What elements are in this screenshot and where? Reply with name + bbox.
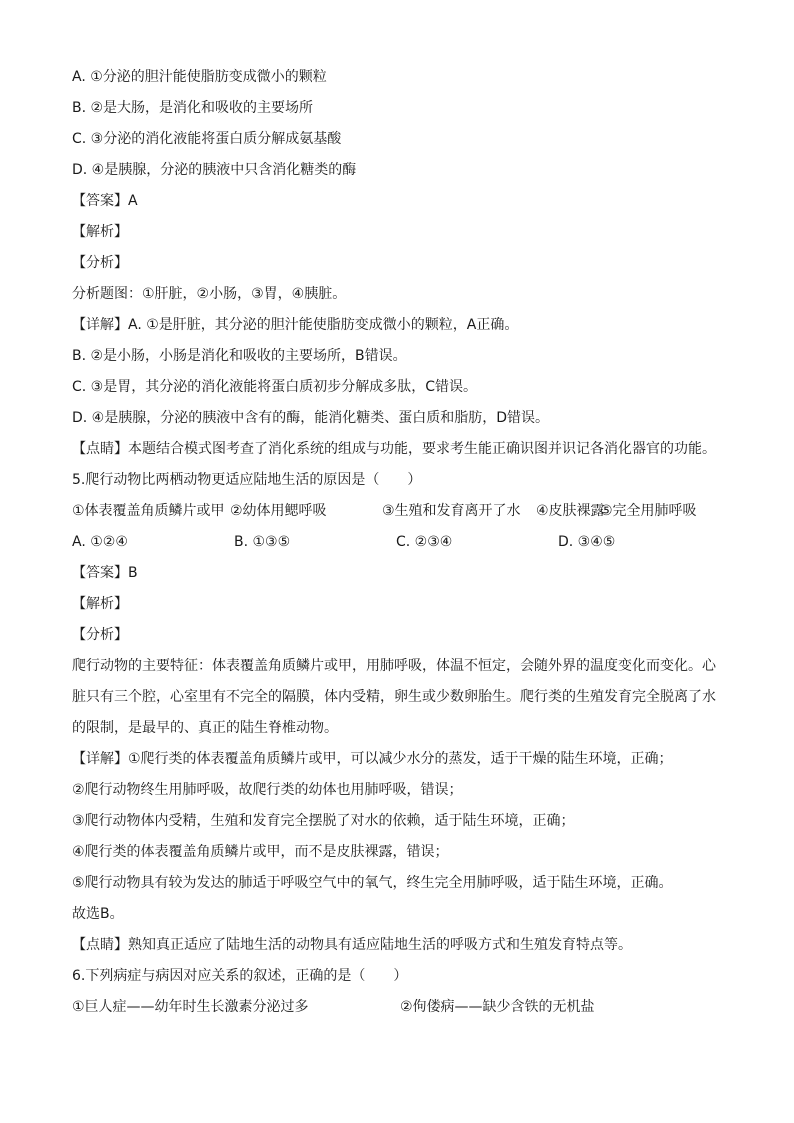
q5-choice: ②幼体用鳃呼吸 xyxy=(230,503,327,519)
q5-jiexi-label: 【解析】 xyxy=(72,596,128,612)
q6-item-row xyxy=(72,992,732,1023)
q4-answer: 【答案】A xyxy=(72,193,138,209)
q5-conclusion: 故选B。 xyxy=(72,906,124,922)
q4-fenxi-text: 分析题图：①肝脏，②小肠，③胃，④胰脏。 xyxy=(72,286,347,302)
q5-stem: 5.爬行动物比两栖动物更适应陆地生活的原因是（ ） xyxy=(72,472,422,488)
q6-stem: 6.下列病症与病因对应关系的叙述，正确的是（ ） xyxy=(72,968,408,984)
q5-answer: 【答案】B xyxy=(72,565,138,581)
q4-option-d: D. ④是胰腺，分泌的胰液中只含消化糖类的酶 xyxy=(72,162,357,178)
q6-item: ①巨人症——幼年时生长激素分泌过多 xyxy=(72,999,309,1015)
q5-detail-line: 【详解】①爬行类的体表覆盖角质鳞片或甲，可以减少水分的蒸发，适于干燥的陆生环境，正确； xyxy=(72,751,673,767)
q4-dianjing: 【点睛】本题结合模式图考查了消化系统的组成与功能，要求考生能正确识图并识记各消化器官的功能。 xyxy=(72,441,716,457)
q5-choice-list xyxy=(72,496,732,527)
q5-choice: ④皮肤裸露 xyxy=(536,503,605,519)
q5-fenxi-line: 爬行动物的主要特征：体表覆盖角质鳞片或甲，用肺呼吸，体温不恒定，会随外界的温度变化而变化。心 xyxy=(72,658,716,674)
q5-option-d: D. ③④⑤ xyxy=(558,534,616,550)
q5-dianjing: 【点睛】熟知真正适应了陆地生活的动物具有适应陆地生活的呼吸方式和生殖发育特点等。 xyxy=(72,937,632,953)
q4-fenxi-label: 【分析】 xyxy=(72,255,128,271)
q5-option-row xyxy=(72,527,732,558)
q5-fenxi-label: 【分析】 xyxy=(72,627,128,643)
q5-choice: ③生殖和发育离开了水 xyxy=(382,503,521,519)
q5-option-c: C. ②③④ xyxy=(396,534,453,550)
q4-detail-line: C. ③是胃，其分泌的消化液能将蛋白质初步分解成多肽，C错误。 xyxy=(72,379,478,395)
q5-detail-line: ②爬行动物终生用肺呼吸，故爬行类的幼体也用肺呼吸，错误； xyxy=(72,782,463,798)
document-page xyxy=(72,62,732,1023)
q4-jiexi-label: 【解析】 xyxy=(72,224,128,240)
q5-fenxi-line: 的限制，是最早的、真正的陆生脊椎动物。 xyxy=(72,720,338,736)
q5-choice: ⑤完全用肺呼吸 xyxy=(600,503,697,519)
q4-detail-line: B. ②是小肠，小肠是消化和吸收的主要场所，B错误。 xyxy=(72,348,407,364)
q6-item: ②佝偻病——缺少含铁的无机盐 xyxy=(400,999,595,1015)
q4-detail-line: 【详解】A. ①是肝脏，其分泌的胆汁能使脂肪变成微小的颗粒，A正确。 xyxy=(72,317,519,333)
q5-detail-line: ③爬行动物体内受精，生殖和发育完全摆脱了对水的依赖，适于陆生环境，正确； xyxy=(72,813,575,829)
q5-option-a: A. ①②④ xyxy=(72,534,128,550)
q4-option-c: C. ③分泌的消化液能将蛋白质分解成氨基酸 xyxy=(72,131,342,147)
q5-choice: ①体表覆盖角质鳞片或甲 xyxy=(72,503,225,519)
q5-fenxi-line: 脏只有三个腔，心室里有不完全的隔膜，体内受精，卵生或少数卵胎生。爬行类的生殖发育完全脱离了水 xyxy=(72,689,716,705)
q5-detail-line: ④爬行类的体表覆盖角质鳞片或甲，而不是皮肤裸露，错误； xyxy=(72,844,449,860)
q4-option-b: B. ②是大肠，是消化和吸收的主要场所 xyxy=(72,100,314,116)
q5-detail-line: ⑤爬行动物具有较为发达的肺适于呼吸空气中的氧气，终生完全用肺呼吸，适于陆生环境，正确。 xyxy=(72,875,673,891)
q4-option-a: A. ①分泌的胆汁能使脂肪变成微小的颗粒 xyxy=(72,69,327,85)
q5-option-b: B. ①③⑤ xyxy=(234,534,291,550)
q4-detail-line: D. ④是胰腺，分泌的胰液中含有的酶，能消化糖类、蛋白质和脂肪，D错误。 xyxy=(72,410,550,426)
